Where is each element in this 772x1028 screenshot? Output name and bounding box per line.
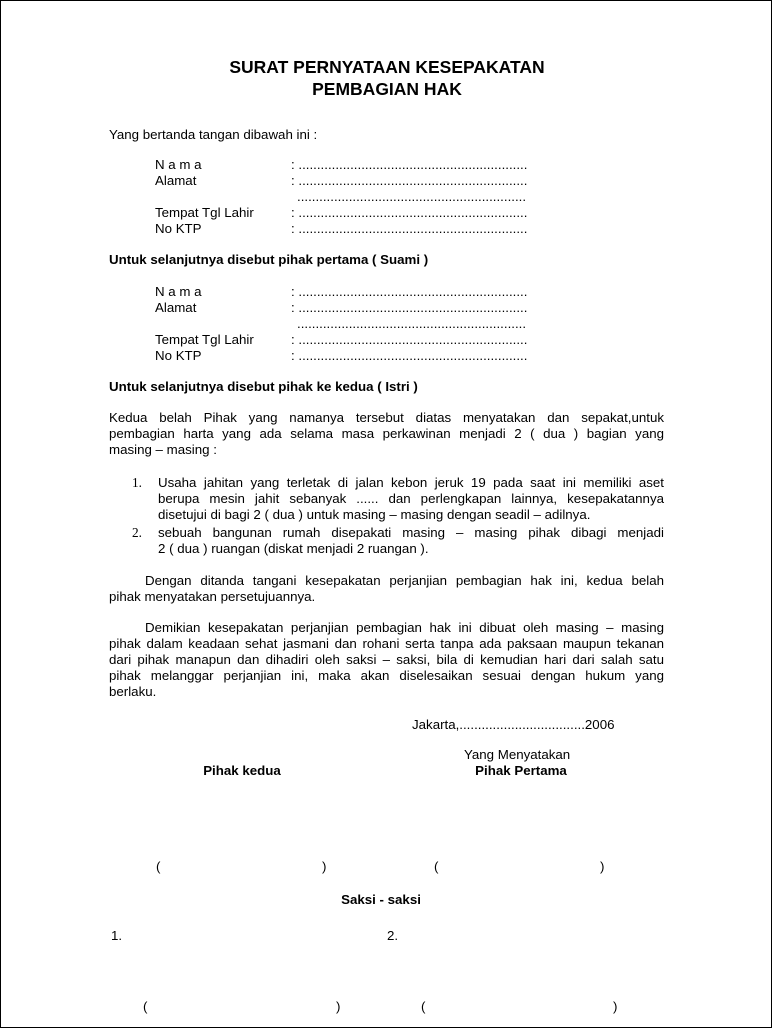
- place-date: Jakarta,..................................2006: [412, 717, 615, 732]
- document-title-line1: SURAT PERNYATAAN KESEPAKATAN: [229, 57, 545, 77]
- signature-close-paren: ): [600, 859, 605, 874]
- party2-name-label: N a m a: [155, 284, 202, 299]
- party1-birth-field: : ..............................................................: [291, 205, 528, 220]
- party2-birth-label: Tempat Tgl Lahir: [155, 332, 254, 347]
- party1-address-label: Alamat: [155, 173, 197, 188]
- party2-name-field: : ..............................................................: [291, 284, 528, 299]
- party1-ktp-field: : ..............................................................: [291, 221, 528, 236]
- witness-number-1: 1.: [111, 928, 123, 943]
- list-item-line: sebuah bangunan rumah disepakati masing – masing pihak dibagi menjadi: [158, 525, 664, 540]
- list-item-line: disetujui di bagi 2 ( dua ) untuk masing – masing dengan seadil – adilnya.: [158, 507, 591, 522]
- agreement-line: pembagian harta yang ada selama masa perkawinan menjadi 2 ( dua ) bagian yang: [109, 426, 664, 441]
- closing-line: pihak dalam keadaan sehat jasmani dan rohani serta tanpa ada paksaan maupun tekanan: [109, 636, 664, 651]
- list-item-number: 2.: [132, 525, 142, 540]
- signature-close-paren: ): [322, 859, 327, 874]
- party1-address-field: : ..............................................................: [291, 173, 528, 188]
- witness-close-paren: ): [336, 999, 341, 1014]
- party2-birth-field: : ..............................................................: [291, 332, 528, 347]
- party2-designation: Untuk selanjutnya disebut pihak ke kedua ( Istri ): [109, 379, 418, 394]
- list-item-number: 1.: [132, 475, 142, 490]
- yang-menyatakan-label: Yang Menyatakan: [464, 747, 571, 762]
- party2-address-field-cont: ..............................................................: [297, 316, 527, 331]
- party2-address-label: Alamat: [155, 300, 197, 315]
- closing-line: dari pihak manapun dan dihadiri oleh saksi – saksi, bila di kemudian hari dari salah satu: [109, 652, 664, 667]
- pihak-pertama-label: Pihak Pertama: [475, 763, 567, 778]
- closing-line: pihak melanggar perjanjian ini, maka akan diselesaikan sesuai dengan hukum yang: [109, 668, 664, 683]
- intro-text: Yang bertanda tangan dibawah ini :: [109, 127, 318, 142]
- witnesses-heading: Saksi - saksi: [341, 892, 421, 907]
- signature-open-paren: (: [434, 859, 439, 874]
- party1-birth-label: Tempat Tgl Lahir: [155, 205, 254, 220]
- witness-open-paren: (: [143, 999, 148, 1014]
- agreement-line: masing – masing :: [109, 442, 217, 457]
- party2-address-field: : ..............................................................: [291, 300, 528, 315]
- witness-close-paren: ): [613, 999, 618, 1014]
- witness-open-paren: (: [421, 999, 426, 1014]
- party1-name-field: : ..............................................................: [291, 157, 528, 172]
- party1-ktp-label: No KTP: [155, 221, 202, 236]
- closing-line: Demikian kesepakatan perjanjian pembagian hak ini dibuat oleh masing – masing: [145, 620, 664, 635]
- witness-number-2: 2.: [387, 928, 399, 943]
- signing-line: pihak menyatakan persetujuannya.: [109, 589, 316, 604]
- document-title-line2: PEMBAGIAN HAK: [312, 79, 462, 99]
- list-item-line: 2 ( dua ) ruangan (diskat menjadi 2 ruangan ).: [158, 541, 429, 556]
- signing-line: Dengan ditanda tangani kesepakatan perjanjian pembagian hak ini, kedua belah: [145, 573, 664, 588]
- closing-line: berlaku.: [109, 684, 157, 699]
- list-item-line: berupa mesin jahit sebanyak ...... dan perlengkapan lainnya, kesepakatannya: [158, 491, 664, 506]
- agreement-line: Kedua belah Pihak yang namanya tersebut diatas menyatakan dan sepakat,untuk: [109, 410, 664, 425]
- signature-open-paren: (: [156, 859, 161, 874]
- pihak-kedua-label: Pihak kedua: [203, 763, 281, 778]
- party2-ktp-field: : ..............................................................: [291, 348, 528, 363]
- party2-ktp-label: No KTP: [155, 348, 202, 363]
- list-item-line: Usaha jahitan yang terletak di jalan kebon jeruk 19 pada saat ini memiliki aset: [158, 475, 664, 490]
- party1-address-field-cont: ..............................................................: [297, 189, 527, 204]
- party1-designation: Untuk selanjutnya disebut pihak pertama ( Suami ): [109, 252, 429, 267]
- party1-name-label: N a m a: [155, 157, 202, 172]
